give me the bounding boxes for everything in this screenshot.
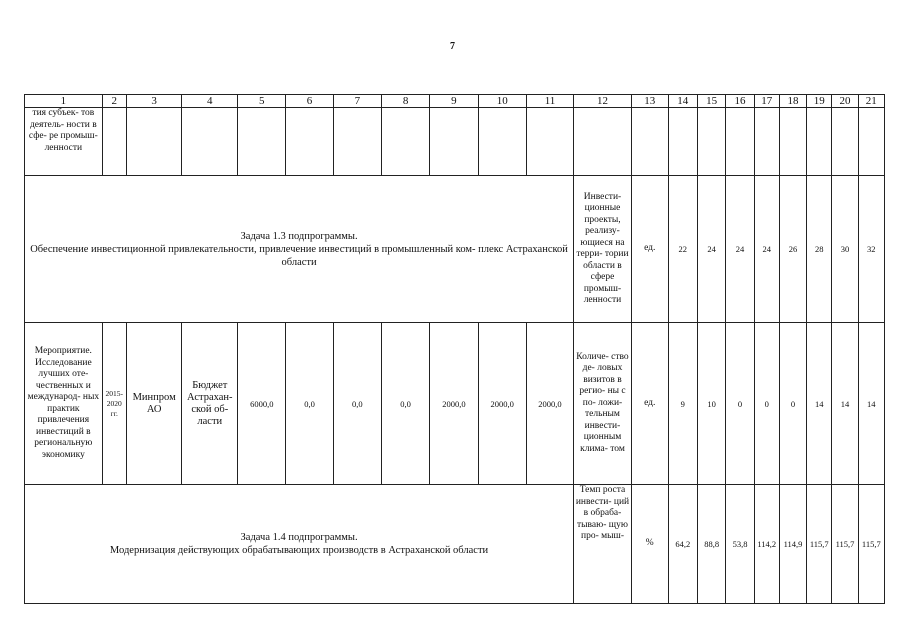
event-indicator: Количе- ство де- ловых визитов в регио- ны с по- ложи- тельным инвести- ционным клима- том — [574, 323, 632, 485]
col-header: 16 — [726, 95, 754, 108]
task-1-4-value: 64,2 — [668, 485, 697, 604]
event-finance: 2000,0 — [526, 323, 573, 485]
col-header: 8 — [381, 95, 429, 108]
task-1-4-title: Задача 1.4 подпрограммы. — [240, 532, 358, 543]
col-header: 15 — [698, 95, 726, 108]
task-1-3-value: 24 — [726, 176, 754, 323]
event-finance: 0,0 — [381, 323, 429, 485]
task-1-4-value: 114,9 — [779, 485, 806, 604]
col-header: 21 — [858, 95, 884, 108]
task-1-3-value: 26 — [779, 176, 806, 323]
page-number: 7 — [450, 41, 455, 52]
header-row — [25, 95, 885, 108]
table-row-event — [25, 323, 885, 485]
program-table — [24, 94, 885, 604]
col-header: 17 — [754, 95, 779, 108]
task-1-3-value: 22 — [668, 176, 697, 323]
col-header: 6 — [286, 95, 333, 108]
task-1-4-cell — [25, 485, 574, 604]
task-1-4-text: Модернизация действующих обрабатывающих производств в Астраханской области — [109, 545, 489, 556]
task-1-3-value: 24 — [754, 176, 779, 323]
event-value: 9 — [668, 323, 697, 485]
table-row-task-1-3 — [25, 176, 885, 323]
event-source: Бюджет Астрахан- ской об- ласти — [182, 323, 238, 485]
col-header: 13 — [631, 95, 668, 108]
event-finance: 0,0 — [333, 323, 381, 485]
event-period: 2015- 2020 гг. — [102, 323, 126, 485]
task-1-4-value: 115,7 — [858, 485, 884, 604]
col-header: 14 — [668, 95, 697, 108]
table-row-continued — [25, 108, 885, 176]
task-1-4-unit: % — [631, 485, 668, 604]
task-1-3-value: 30 — [832, 176, 858, 323]
col-header: 12 — [574, 95, 632, 108]
col-header: 18 — [779, 95, 806, 108]
event-finance: 2000,0 — [430, 323, 478, 485]
task-1-4-indicator: Темп роста инвести- ций в обраба- тываю- щую про- мыш- — [574, 485, 632, 604]
event-value: 14 — [858, 323, 884, 485]
event-value: 0 — [754, 323, 779, 485]
col-header: 3 — [126, 95, 182, 108]
col-header: 9 — [430, 95, 478, 108]
event-finance: 2000,0 — [478, 323, 526, 485]
event-unit: ед. — [631, 323, 668, 485]
event-value: 14 — [832, 323, 858, 485]
event-value: 10 — [698, 323, 726, 485]
task-1-3-value: 32 — [858, 176, 884, 323]
task-1-4-value: 114,2 — [754, 485, 779, 604]
event-name: Мероприятие. Исследование лучших оте- чественных и международ- ных практик привлечения инвестиций в региональную экономику — [25, 323, 103, 485]
event-finance: 0,0 — [286, 323, 333, 485]
event-finance: 6000,0 — [238, 323, 286, 485]
task-1-3-value: 24 — [698, 176, 726, 323]
col-header: 7 — [333, 95, 381, 108]
col-header: 2 — [102, 95, 126, 108]
col-header: 11 — [526, 95, 573, 108]
event-value: 0 — [726, 323, 754, 485]
task-1-4-value: 115,7 — [807, 485, 832, 604]
task-1-3-cell — [25, 176, 574, 323]
task-1-3-value: 28 — [807, 176, 832, 323]
col-header: 20 — [832, 95, 858, 108]
col-header: 19 — [807, 95, 832, 108]
task-1-3-title: Задача 1.3 подпрограммы. — [240, 230, 358, 242]
col-header: 5 — [238, 95, 286, 108]
table-row-task-1-4 — [25, 485, 885, 604]
task-1-4-value: 88,8 — [698, 485, 726, 604]
event-executor: Минпром АО — [126, 323, 182, 485]
task-1-4-value: 53,8 — [726, 485, 754, 604]
col-header: 1 — [25, 95, 103, 108]
event-value: 14 — [807, 323, 832, 485]
task-1-3-text: Обеспечение инвестиционной привлекательности, привлечение инвестиций в промышленный ком- плекс Астраханской области — [30, 243, 568, 268]
col-header: 10 — [478, 95, 526, 108]
continued-text-cell: тия субъек- тов деятель- ности в сфе- ре промыш- ленности — [25, 108, 103, 176]
task-1-3-unit: ед. — [631, 176, 668, 323]
task-1-4-value: 115,7 — [832, 485, 858, 604]
event-value: 0 — [779, 323, 806, 485]
task-1-3-indicator: Инвести- ционные проекты, реализу- ющиеся на терри- тории области в сфере промыш- ленности — [574, 176, 632, 323]
col-header: 4 — [182, 95, 238, 108]
